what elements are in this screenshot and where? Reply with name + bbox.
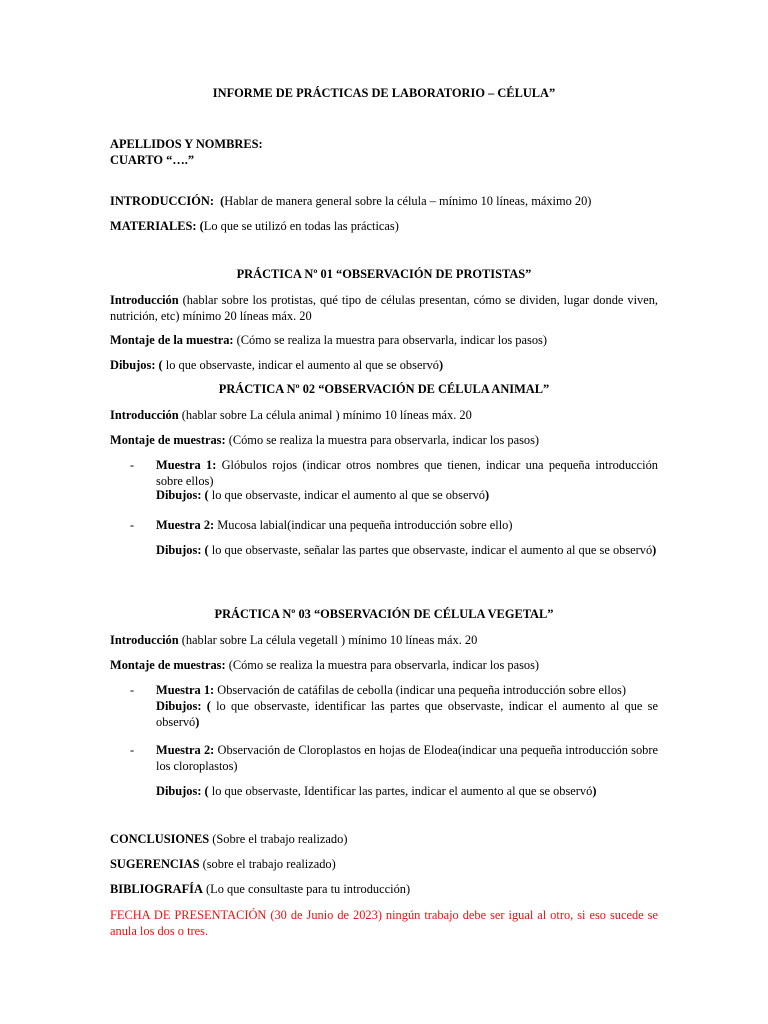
practica-3-muestra-2-dibujos-close: ) [592, 784, 597, 798]
materiales-label: MATERIALES: [110, 219, 197, 233]
practica-2-muestra-1-text: Glóbulos rojos (indicar otros nombres que tienen, indicar una pequeña introducción sobre ellos) [156, 458, 658, 488]
practica-2-montaje-label: Montaje de muestras: [110, 433, 226, 447]
fecha-presentacion-paragraph [110, 907, 658, 939]
materiales-paragraph [110, 218, 658, 234]
conclusiones-paragraph [110, 831, 658, 847]
practica-3-muestra-1-text: Observación de catáfilas de cebolla (indicar una pequeña introducción sobre ellos) [214, 683, 626, 697]
practica-3-muestra-1-dibujos-text: lo que observaste, identificar las partes que observaste, indicar el aumento al que se observó [156, 699, 658, 729]
list-bullet: - [130, 743, 135, 757]
bibliografia-label: BIBLIOGRAFÍA [110, 882, 203, 896]
practica-3-muestra-1-label: Muestra 1: [156, 683, 215, 697]
sugerencias-label: SUGERENCIAS [110, 857, 200, 871]
practica-3-muestra-2-dibujos [156, 783, 658, 799]
grade-label: CUARTO “….” [110, 153, 195, 167]
practica-2-intro-text: (hablar sobre La célula animal ) mínimo 10 líneas máx. 20 [178, 408, 472, 422]
practica-1-dibujos-text: lo que observaste, indicar el aumento al que se observó [162, 358, 439, 372]
practica-2-muestra-2-text: Mucosa labial(indicar una pequeña introducción sobre ello) [214, 518, 513, 532]
practica-1-dibujos-label: Dibujos: ( [110, 358, 163, 372]
conclusiones-text: (Sobre el trabajo realizado) [209, 832, 348, 846]
practica-3-title: PRÁCTICA Nº 03 “OBSERVACIÓN DE CÉLULA VEGETAL” [214, 607, 554, 621]
practica-2-montaje [110, 432, 658, 448]
practica-2-muestra-1-dibujos-close: ) [484, 488, 490, 502]
practica-2-muestra-1 [130, 457, 658, 489]
practica-1-montaje-text: (Cómo se realiza la muestra para observarla, indicar los pasos) [233, 333, 547, 347]
practica-1-intro-label: Introducción [110, 293, 179, 307]
practica-1-montaje-label: Montaje de la muestra: [110, 333, 234, 347]
practica-2-muestra-1-dibujos-text: lo que observaste, indicar el aumento al que se observó [208, 488, 485, 502]
practica-3-montaje-text: (Cómo se realiza la muestra para observarla, indicar los pasos) [225, 658, 540, 672]
practica-3-muestra-2-dibujos-label: Dibujos: ( [156, 784, 209, 798]
names-label: APELLIDOS Y NOMBRES: [110, 137, 263, 151]
practica-3-muestra-2 [130, 742, 658, 774]
practica-2-muestra-2-dibujos-label: Dibujos: ( [156, 543, 209, 557]
fecha-presentacion-text: ) ningún trabajo debe ser igual al otro, si eso sucede se anula los dos o tres. [110, 908, 658, 938]
practica-3-intro-text: (hablar sobre La célula vegetall ) mínimo 10 líneas máx. 20 [178, 633, 478, 647]
introduccion-label: INTRODUCCIÓN: [110, 194, 214, 208]
practica-2-muestra-2 [130, 517, 658, 533]
practica-1-dibujos-close: ) [438, 358, 444, 372]
practica-1-intro [110, 292, 658, 324]
practica-2-muestra-1-dibujos [156, 487, 658, 503]
sugerencias-text: (sobre el trabajo realizado) [199, 857, 336, 871]
practica-2-intro-label: Introducción [110, 408, 179, 422]
materiales-paren: ( [199, 219, 204, 233]
practica-2-muestra-1-dibujos-label: Dibujos: ( [156, 488, 209, 502]
document-title: INFORME DE PRÁCTICAS DE LABORATORIO – CÉLULA” [212, 86, 556, 100]
practica-3-muestra-2-text: Observación de Cloroplastos en hojas de Elodea(indicar una pequeña introducción sobre los cloroplastos) [156, 743, 658, 773]
list-bullet: - [130, 683, 135, 697]
practica-2-muestra-2-dibujos-close: ) [652, 543, 657, 557]
practica-3-intro [110, 632, 658, 648]
practica-1-intro-text: (hablar sobre los protistas, qué tipo de células presentan, cómo se dividen, lugar donde viven, nutrición, etc) mínimo 20 líneas máx. 20 [110, 293, 658, 323]
bibliografia-paragraph [110, 881, 658, 897]
practica-1-dibujos [110, 357, 658, 373]
introduccion-paragraph [110, 193, 658, 209]
fecha-presentacion-date: 30 de Junio de 2023 [274, 908, 378, 922]
bibliografia-text: (Lo que consultaste para tu introducción) [202, 882, 411, 896]
practica-3-intro-label: Introducción [110, 633, 179, 647]
practica-1-title: PRÁCTICA Nº 01 “OBSERVACIÓN DE PROTISTAS” [236, 267, 532, 281]
practica-2-intro [110, 407, 658, 423]
practica-2-muestra-2-dibujos-text: lo que observaste, señalar las partes que observaste, indicar el aumento al que se observó [208, 543, 653, 557]
introduccion-paren: ( [220, 194, 225, 208]
fecha-presentacion-label: FECHA DE PRESENTACIÓN ( [110, 908, 275, 922]
practica-2-muestra-2-label: Muestra 2: [156, 518, 215, 532]
list-bullet: - [130, 518, 135, 532]
practica-1-montaje [110, 332, 658, 348]
conclusiones-label: CONCLUSIONES [110, 832, 210, 846]
introduccion-text: Hablar de manera general sobre la célula – mínimo 10 líneas, máximo 20) [224, 194, 592, 208]
practica-3-muestra-2-dibujos-text: lo que observaste, Identificar las partes, indicar el aumento al que se observó [208, 784, 593, 798]
practica-2-title: PRÁCTICA Nº 02 “OBSERVACIÓN DE CÉLULA ANIMAL” [218, 382, 550, 396]
list-bullet: - [130, 458, 135, 472]
practica-2-montaje-text: (Cómo se realiza la muestra para observarla, indicar los pasos) [225, 433, 540, 447]
practica-2-muestra-2-dibujos [156, 542, 658, 558]
sugerencias-paragraph [110, 856, 658, 872]
practica-3-muestra-1 [130, 682, 658, 698]
practica-3-montaje-label: Montaje de muestras: [110, 658, 226, 672]
materiales-text: Lo que se utilizó en todas las prácticas) [203, 219, 399, 233]
practica-2-muestra-1-label: Muestra 1: [156, 458, 217, 472]
practica-3-muestra-1-dibujos-label: Dibujos: ( [156, 699, 211, 713]
practica-3-muestra-2-label: Muestra 2: [156, 743, 215, 757]
practica-3-muestra-1-dibujos-close: ) [195, 715, 200, 729]
practica-3-muestra-1-dibujos [156, 698, 658, 730]
practica-3-montaje [110, 657, 658, 673]
